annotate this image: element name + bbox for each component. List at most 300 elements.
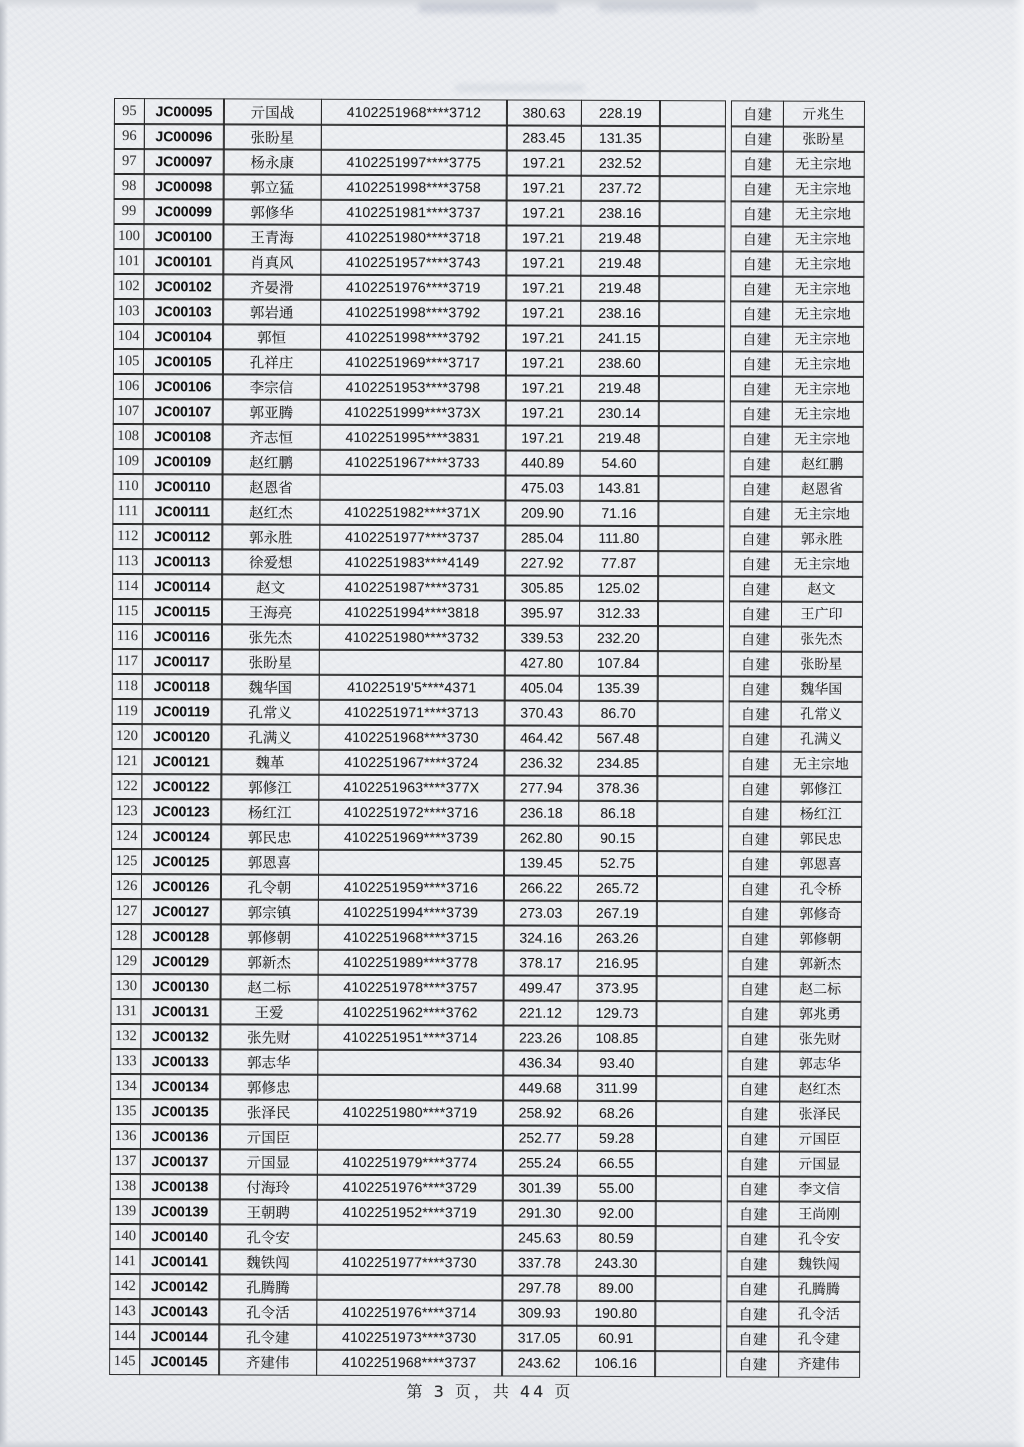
- blank-cell: [654, 1325, 721, 1352]
- applicant-name-cell: 孔祥庄: [222, 348, 321, 375]
- parcel-code-cell: JC00122: [141, 773, 222, 800]
- area-value-1-cell: 337.78: [501, 1249, 577, 1276]
- parcel-code-cell: JC00104: [143, 323, 224, 350]
- build-type-cell: 自建: [729, 525, 782, 552]
- row-number-cell: 102: [113, 273, 144, 300]
- blank-cell: [657, 625, 724, 652]
- id-number-cell: 4102251959****3716: [317, 874, 504, 901]
- id-number-cell: 4102251983****4149: [319, 549, 506, 576]
- row-number-cell: 129: [111, 948, 142, 975]
- row-number-cell: 134: [110, 1073, 141, 1100]
- area-value-2-cell: 131.35: [580, 125, 660, 152]
- parcel-code-cell: JC00137: [139, 1148, 220, 1175]
- parcel-code-cell: JC00142: [139, 1273, 220, 1300]
- parcel-code-cell: JC00123: [141, 798, 222, 825]
- registered-owner-cell: 张泽民: [779, 1101, 861, 1128]
- registered-owner-cell: 郭恩喜: [780, 851, 862, 878]
- row-number-cell: 110: [112, 473, 143, 500]
- build-type-cell: 自建: [729, 500, 782, 527]
- parcel-code-cell: JC00143: [139, 1298, 220, 1325]
- area-value-2-cell: 54.60: [579, 450, 659, 477]
- area-value-2-cell: 243.30: [576, 1250, 656, 1277]
- build-type-cell: 自建: [728, 950, 781, 977]
- build-type-cell: 自建: [726, 1300, 779, 1327]
- id-number-cell: 4102251957****3743: [320, 249, 507, 276]
- row-number-cell: 118: [112, 673, 143, 700]
- blank-cell: [656, 750, 723, 777]
- row-number-cell: 99: [114, 198, 145, 225]
- parcel-code-cell: JC00105: [142, 348, 223, 375]
- blank-cell: [656, 825, 723, 852]
- area-value-2-cell: 108.85: [577, 1025, 657, 1052]
- area-value-2-cell: 93.40: [577, 1050, 657, 1077]
- registered-owner-cell: 齐建伟: [778, 1351, 860, 1378]
- parcel-code-cell: JC00108: [142, 423, 223, 450]
- registered-owner-cell: 无主宗地: [781, 351, 863, 378]
- build-type-cell: 自建: [726, 1350, 779, 1377]
- applicant-name-cell: 郭恩喜: [220, 848, 319, 875]
- parcel-code-cell: JC00141: [139, 1248, 220, 1275]
- applicant-name-cell: 郭宗镇: [220, 898, 319, 925]
- blank-cell: [659, 125, 726, 152]
- id-number-cell: 4102251998****3792: [320, 299, 507, 326]
- blank-cell: [658, 400, 725, 427]
- blank-cell: [656, 975, 723, 1002]
- build-type-cell: 自建: [728, 725, 781, 752]
- blank-cell: [656, 775, 723, 802]
- row-number-cell: 101: [113, 248, 144, 275]
- registered-owner-cell: 无主宗地: [781, 426, 863, 453]
- blank-cell: [655, 1100, 722, 1127]
- applicant-name-cell: 郭修忠: [219, 1073, 318, 1100]
- blank-cell: [659, 175, 726, 202]
- build-type-cell: 自建: [731, 175, 784, 202]
- blank-cell: [658, 250, 725, 277]
- area-value-2-cell: 71.16: [579, 500, 659, 527]
- registered-owner-cell: 王广印: [780, 601, 862, 628]
- area-value-2-cell: 232.52: [580, 150, 660, 177]
- registered-owner-cell: 张先财: [779, 1026, 861, 1053]
- id-number-cell: 4102251976****3714: [316, 1299, 503, 1326]
- applicant-name-cell: 郭民忠: [220, 823, 319, 850]
- build-type-cell: 自建: [727, 1150, 780, 1177]
- registered-owner-cell: 李文信: [778, 1176, 860, 1203]
- registered-owner-cell: 无主宗地: [782, 326, 864, 353]
- row-number-cell: 139: [110, 1198, 141, 1225]
- row-number-cell: 144: [109, 1323, 140, 1350]
- registered-owner-cell: 王尚刚: [778, 1201, 860, 1228]
- area-value-1-cell: 197.21: [505, 400, 581, 427]
- applicant-name-cell: 郭立猛: [223, 173, 322, 200]
- applicant-name-cell: 王青海: [222, 223, 321, 250]
- applicant-name-cell: 徐爱想: [221, 548, 320, 575]
- area-value-2-cell: 237.72: [580, 175, 660, 202]
- build-type-cell: 自建: [729, 550, 782, 577]
- row-number-cell: 127: [111, 898, 142, 925]
- row-number-cell: 142: [109, 1273, 140, 1300]
- parcel-code-cell: JC00096: [143, 123, 224, 150]
- applicant-name-cell: 孔满义: [220, 723, 319, 750]
- row-number-cell: 108: [113, 423, 144, 450]
- area-value-2-cell: 125.02: [579, 575, 659, 602]
- row-number-cell: 141: [109, 1248, 140, 1275]
- registered-owner-cell: 无主宗地: [782, 301, 864, 328]
- blank-cell: [658, 300, 725, 327]
- row-number-cell: 105: [113, 348, 144, 375]
- row-number-cell: 130: [111, 973, 142, 1000]
- id-number-cell: [318, 649, 505, 676]
- parcel-code-cell: JC00103: [143, 298, 224, 325]
- applicant-name-cell: 王朝聘: [219, 1198, 318, 1225]
- area-value-2-cell: 129.73: [577, 1000, 657, 1027]
- registered-owner-cell: 郭民忠: [780, 826, 862, 853]
- area-value-1-cell: 245.63: [502, 1224, 578, 1251]
- area-value-2-cell: 238.16: [580, 300, 660, 327]
- blank-cell: [654, 1350, 721, 1377]
- area-value-2-cell: 52.75: [578, 850, 658, 877]
- id-number-cell: 4102251968****3712: [320, 99, 507, 126]
- registered-owner-cell: 无主宗地: [781, 376, 863, 403]
- build-type-cell: 自建: [727, 1025, 780, 1052]
- id-number-cell: 4102251981****3737: [320, 199, 507, 226]
- id-number-cell: 4102251979****3774: [316, 1149, 503, 1176]
- id-number-cell: 4102251969****3717: [319, 349, 506, 376]
- blank-cell: [655, 1200, 722, 1227]
- area-value-1-cell: 197.21: [505, 250, 581, 277]
- parcel-code-cell: JC00112: [142, 523, 223, 550]
- applicant-name-cell: 齐建伟: [218, 1348, 317, 1375]
- id-number-cell: 4102251978****3757: [317, 974, 504, 1001]
- build-type-cell: 自建: [728, 850, 781, 877]
- parcel-code-cell: JC00134: [140, 1073, 221, 1100]
- parcel-code-cell: JC00119: [141, 698, 222, 725]
- registered-owner-cell: 无主宗地: [782, 176, 864, 203]
- blank-cell: [658, 350, 725, 377]
- area-value-1-cell: 243.62: [501, 1349, 577, 1376]
- parcel-code-cell: JC00145: [139, 1348, 220, 1375]
- area-value-1-cell: 266.22: [503, 874, 579, 901]
- id-number-cell: 4102251953****3798: [319, 374, 506, 401]
- area-value-2-cell: 567.48: [578, 725, 658, 752]
- area-value-1-cell: 197.21: [505, 425, 581, 452]
- area-value-2-cell: 230.14: [579, 400, 659, 427]
- applicant-name-cell: 亓国臣: [219, 1123, 318, 1150]
- scan-edge-right: [1012, 0, 1024, 1447]
- applicant-name-cell: 杨永康: [223, 148, 322, 175]
- registered-owner-cell: 孔令桥: [779, 876, 861, 903]
- parcel-code-cell: JC00118: [141, 673, 222, 700]
- applicant-name-cell: 张先财: [219, 1023, 318, 1050]
- area-value-2-cell: 68.26: [577, 1100, 657, 1127]
- registered-owner-cell: 杨红江: [780, 801, 862, 828]
- applicant-name-cell: 郭修华: [223, 198, 322, 225]
- blank-cell: [654, 1300, 721, 1327]
- area-value-2-cell: 219.48: [579, 425, 659, 452]
- applicant-name-cell: 魏铁闯: [218, 1248, 317, 1275]
- blank-cell: [659, 100, 726, 127]
- row-number-cell: 124: [111, 823, 142, 850]
- area-value-1-cell: 378.17: [503, 949, 579, 976]
- parcel-code-cell: JC00095: [143, 98, 224, 125]
- area-value-1-cell: 227.92: [504, 550, 580, 577]
- row-number-cell: 122: [111, 773, 142, 800]
- area-value-1-cell: 370.43: [504, 700, 580, 727]
- id-number-cell: 4102251968****3730: [318, 724, 505, 751]
- registered-owner-cell: 无主宗地: [782, 276, 864, 303]
- registered-owner-cell: 孔令活: [778, 1301, 860, 1328]
- area-value-2-cell: 216.95: [577, 950, 657, 977]
- id-number-cell: 4102251982****371X: [319, 499, 506, 526]
- id-number-cell: 4102251977****3730: [316, 1249, 503, 1276]
- id-number-cell: 4102251972****3716: [318, 799, 505, 826]
- area-value-2-cell: 219.48: [580, 225, 660, 252]
- build-type-cell: 自建: [729, 475, 782, 502]
- registered-owner-cell: 赵红杰: [779, 1076, 861, 1103]
- area-value-2-cell: 143.81: [579, 475, 659, 502]
- area-value-1-cell: 297.78: [501, 1274, 577, 1301]
- parcel-code-cell: JC00097: [143, 148, 224, 175]
- row-number-cell: 143: [109, 1298, 140, 1325]
- area-value-1-cell: 283.45: [506, 125, 582, 152]
- area-value-2-cell: 241.15: [580, 325, 660, 352]
- blank-cell: [658, 375, 725, 402]
- id-number-cell: [319, 474, 506, 501]
- id-number-cell: [320, 124, 507, 151]
- id-number-cell: 4102251980****3732: [318, 624, 505, 651]
- area-value-2-cell: 59.28: [576, 1125, 656, 1152]
- blank-cell: [657, 525, 724, 552]
- build-type-cell: 自建: [730, 225, 783, 252]
- registered-owner-cell: 赵恩省: [781, 476, 863, 503]
- applicant-name-cell: 魏华国: [221, 673, 320, 700]
- parcel-code-cell: JC00101: [143, 248, 224, 275]
- area-value-2-cell: 106.16: [576, 1350, 656, 1377]
- blank-cell: [655, 1075, 722, 1102]
- parcel-code-cell: JC00138: [139, 1173, 220, 1200]
- id-number-cell: 4102251968****3737: [316, 1349, 503, 1376]
- build-type-cell: 自建: [727, 1100, 780, 1127]
- parcel-code-cell: JC00129: [140, 948, 221, 975]
- area-value-2-cell: 373.95: [577, 975, 657, 1002]
- row-number-cell: 104: [113, 323, 144, 350]
- area-value-2-cell: 77.87: [579, 550, 659, 577]
- area-value-2-cell: 232.20: [578, 625, 658, 652]
- id-number-cell: 4102251995****3831: [319, 424, 506, 451]
- applicant-name-cell: 郭志华: [219, 1048, 318, 1075]
- bleedthrough-smudge: [455, 84, 585, 92]
- build-type-cell: 自建: [729, 650, 782, 677]
- registered-owner-cell: 赵二标: [779, 976, 861, 1003]
- id-number-cell: 4102251969****3739: [318, 824, 505, 851]
- bleedthrough-smudge: [418, 3, 558, 13]
- parcel-code-cell: JC00120: [141, 723, 222, 750]
- blank-cell: [654, 1250, 721, 1277]
- area-value-2-cell: 219.48: [580, 250, 660, 277]
- registered-owner-cell: 郭兆勇: [779, 1001, 861, 1028]
- area-value-1-cell: 197.21: [505, 300, 581, 327]
- applicant-name-cell: 赵红杰: [221, 498, 320, 525]
- parcel-code-cell: JC00136: [139, 1123, 220, 1150]
- id-number-cell: 4102251962****3762: [317, 999, 504, 1026]
- applicant-name-cell: 张先杰: [221, 623, 320, 650]
- blank-cell: [656, 725, 723, 752]
- row-number-cell: 135: [110, 1098, 141, 1125]
- area-value-2-cell: 378.36: [578, 775, 658, 802]
- area-value-1-cell: 223.26: [502, 1024, 578, 1051]
- area-value-1-cell: 305.85: [504, 575, 580, 602]
- parcel-code-cell: JC00113: [142, 548, 223, 575]
- registered-owner-cell: 郭修江: [780, 776, 862, 803]
- row-number-cell: 131: [110, 998, 141, 1025]
- build-type-cell: 自建: [730, 325, 783, 352]
- blank-cell: [656, 925, 723, 952]
- parcel-code-cell: JC00098: [143, 173, 224, 200]
- id-number-cell: 4102251994****3739: [317, 899, 504, 926]
- id-number-cell: 4102251952****3719: [316, 1199, 503, 1226]
- area-value-1-cell: 209.90: [504, 500, 580, 527]
- area-value-2-cell: 238.60: [579, 350, 659, 377]
- build-type-cell: 自建: [726, 1325, 779, 1352]
- blank-cell: [656, 800, 723, 827]
- parcel-code-cell: JC00109: [142, 448, 223, 475]
- build-type-cell: 自建: [728, 750, 781, 777]
- applicant-name-cell: 孔令安: [219, 1223, 318, 1250]
- area-value-1-cell: 221.12: [502, 999, 578, 1026]
- id-number-cell: [318, 849, 505, 876]
- applicant-name-cell: 赵红鹏: [222, 448, 321, 475]
- area-value-2-cell: 86.70: [578, 700, 658, 727]
- row-number-cell: 145: [109, 1348, 140, 1375]
- page-footer: 第 3 页，共 44 页: [406, 1382, 574, 1401]
- id-number-cell: 4102251998****3792: [320, 324, 507, 351]
- build-type-cell: 自建: [727, 1200, 780, 1227]
- build-type-cell: 自建: [727, 1075, 780, 1102]
- registered-owner-cell: 孔令建: [778, 1326, 860, 1353]
- row-number-cell: 138: [110, 1173, 141, 1200]
- area-value-1-cell: 197.21: [505, 275, 581, 302]
- parcel-code-cell: JC00126: [140, 873, 221, 900]
- area-value-1-cell: 395.97: [504, 600, 580, 627]
- applicant-name-cell: 郭亚腾: [222, 398, 321, 425]
- row-number-cell: 115: [112, 598, 143, 625]
- blank-cell: [655, 1050, 722, 1077]
- area-value-2-cell: 66.55: [576, 1150, 656, 1177]
- parcel-code-cell: JC00115: [141, 598, 222, 625]
- area-value-1-cell: 440.89: [505, 450, 581, 477]
- build-type-cell: 自建: [728, 875, 781, 902]
- area-value-1-cell: 499.47: [503, 974, 579, 1001]
- area-value-1-cell: 236.18: [503, 800, 579, 827]
- id-number-cell: [316, 1224, 503, 1251]
- area-value-2-cell: 80.59: [576, 1225, 656, 1252]
- build-type-cell: 自建: [729, 575, 782, 602]
- area-value-2-cell: 219.48: [580, 275, 660, 302]
- row-number-cell: 109: [113, 448, 144, 475]
- applicant-name-cell: 赵二标: [220, 973, 319, 1000]
- applicant-name-cell: 王爱: [219, 998, 318, 1025]
- id-number-cell: 41022519'5****4371: [318, 674, 505, 701]
- registered-owner-cell: 无主宗地: [781, 501, 863, 528]
- applicant-name-cell: 郭修江: [220, 773, 319, 800]
- blank-cell: [658, 450, 725, 477]
- registered-owner-cell: 无主宗地: [782, 226, 864, 253]
- area-value-1-cell: 339.53: [504, 625, 580, 652]
- registered-owner-cell: 郭志华: [779, 1051, 861, 1078]
- area-value-2-cell: 219.48: [579, 375, 659, 402]
- blank-cell: [657, 675, 724, 702]
- area-value-1-cell: 258.92: [502, 1099, 578, 1126]
- row-number-cell: 123: [111, 798, 142, 825]
- id-number-cell: 4102251976****3729: [316, 1174, 503, 1201]
- row-number-cell: 136: [110, 1123, 141, 1150]
- registered-owner-cell: 无主宗地: [782, 151, 864, 178]
- applicant-name-cell: 魏革: [220, 748, 319, 775]
- parcel-code-cell: JC00100: [143, 223, 224, 250]
- registered-owner-cell: 孔满义: [780, 726, 862, 753]
- build-type-cell: 自建: [730, 375, 783, 402]
- area-value-1-cell: 309.93: [501, 1299, 577, 1326]
- build-type-cell: 自建: [728, 825, 781, 852]
- build-type-cell: 自建: [727, 1000, 780, 1027]
- parcel-code-cell: JC00106: [142, 373, 223, 400]
- area-value-1-cell: 449.68: [502, 1074, 578, 1101]
- blank-cell: [656, 850, 723, 877]
- area-value-2-cell: 238.16: [580, 200, 660, 227]
- registered-owner-cell: 魏华国: [780, 676, 862, 703]
- registered-owner-cell: 孔腾腾: [778, 1276, 860, 1303]
- registered-owner-cell: 魏铁闯: [778, 1251, 860, 1278]
- build-type-cell: 自建: [729, 600, 782, 627]
- parcel-code-cell: JC00139: [139, 1198, 220, 1225]
- blank-cell: [657, 500, 724, 527]
- blank-cell: [657, 650, 724, 677]
- applicant-name-cell: 孔腾腾: [218, 1273, 317, 1300]
- area-value-1-cell: 139.45: [503, 849, 579, 876]
- registered-owner-cell: 亓国臣: [778, 1126, 860, 1153]
- parcel-code-cell: JC00133: [140, 1048, 221, 1075]
- build-type-cell: 自建: [727, 1225, 780, 1252]
- registered-owner-cell: 郭永胜: [781, 526, 863, 553]
- blank-cell: [655, 1225, 722, 1252]
- id-number-cell: 4102251999****373X: [319, 399, 506, 426]
- registered-owner-cell: 郭新杰: [779, 951, 861, 978]
- build-type-cell: 自建: [730, 300, 783, 327]
- build-type-cell: 自建: [729, 675, 782, 702]
- scan-edge-bottom: [0, 1440, 1024, 1447]
- blank-cell: [656, 950, 723, 977]
- area-value-2-cell: 92.00: [576, 1200, 656, 1227]
- applicant-name-cell: 亓国显: [219, 1148, 318, 1175]
- applicant-name-cell: 亓国战: [223, 98, 322, 125]
- build-type-cell: 自建: [730, 425, 783, 452]
- applicant-name-cell: 孔常义: [221, 698, 320, 725]
- parcel-code-cell: JC00127: [140, 898, 221, 925]
- id-number-cell: 4102251994****3818: [318, 599, 505, 626]
- parcel-code-cell: JC00121: [141, 748, 222, 775]
- row-number-cell: 113: [112, 548, 143, 575]
- area-value-1-cell: 255.24: [502, 1149, 578, 1176]
- row-number-cell: 114: [112, 573, 143, 600]
- area-value-1-cell: 277.94: [503, 775, 579, 802]
- blank-cell: [657, 600, 724, 627]
- applicant-name-cell: 赵文: [221, 573, 320, 600]
- id-number-cell: 4102251977****3737: [319, 524, 506, 551]
- parcel-code-cell: JC00140: [139, 1223, 220, 1250]
- blank-cell: [659, 200, 726, 227]
- registered-owner-cell: 郭修奇: [779, 901, 861, 928]
- area-value-1-cell: 262.80: [503, 824, 579, 851]
- parcel-code-cell: JC00132: [140, 1023, 221, 1050]
